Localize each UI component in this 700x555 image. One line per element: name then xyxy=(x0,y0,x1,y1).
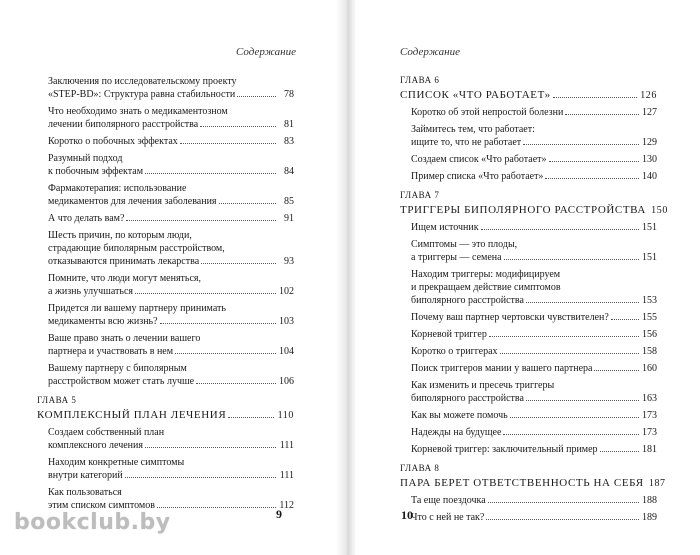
toc-entry xyxy=(48,182,294,208)
toc-page-number: 155 xyxy=(642,312,657,323)
table-of-contents xyxy=(37,75,294,516)
chapter-block xyxy=(37,394,294,422)
toc-entry-text: а жизнь улучшаться xyxy=(48,286,133,297)
dot-leader xyxy=(545,170,639,179)
dot-leader xyxy=(611,311,639,320)
dot-leader xyxy=(553,88,637,98)
toc-entry-text: Вашему партнеру с биполярным xyxy=(48,363,187,374)
chapter-label: ГЛАВА 7 xyxy=(400,190,440,200)
chapter-title: КОМПЛЕКСНЫЙ ПЛАН ЛЕЧЕНИЯ xyxy=(37,409,227,421)
toc-entry xyxy=(411,238,657,264)
chapter-label: ГЛАВА 8 xyxy=(400,463,440,473)
dot-leader xyxy=(200,118,276,127)
toc-entry-text: Ваше право знать о лечении вашего xyxy=(48,333,201,344)
toc-entry-text: Корневой триггер: заключительный пример xyxy=(411,444,598,455)
toc-entry xyxy=(411,328,657,341)
toc-entry-text: «STEP-BD»: Структура равна стабильности xyxy=(48,89,236,100)
toc-entry-text: Создаем собственный план xyxy=(48,427,165,438)
chapter-label: ГЛАВА 6 xyxy=(400,75,440,85)
toc-page-number: 156 xyxy=(642,329,657,340)
toc-page-number: 126 xyxy=(640,90,657,101)
toc-entry-text: Корневой триггер xyxy=(411,329,487,340)
toc-entry xyxy=(48,456,294,482)
right-page xyxy=(355,0,700,555)
dot-leader xyxy=(594,362,639,371)
toc-entry xyxy=(48,362,294,388)
toc-entry-text: Та еще поездочка xyxy=(411,495,486,506)
toc-entry xyxy=(48,212,294,225)
toc-entry-row xyxy=(48,118,294,131)
toc-entry xyxy=(411,409,657,422)
toc-entry-text: Коротко об этой непростой болезни xyxy=(411,107,564,118)
dot-leader xyxy=(145,165,276,174)
dot-leader xyxy=(160,315,276,324)
toc-page-number: 104 xyxy=(279,346,294,357)
toc-entry xyxy=(411,123,657,149)
toc-entry-text: страдающие биполярным расстройством, xyxy=(48,243,225,254)
toc-page-number: 189 xyxy=(642,512,657,523)
toc-page-number: 129 xyxy=(642,137,657,148)
toc-entry-row xyxy=(411,136,657,149)
dot-leader xyxy=(196,375,276,384)
toc-entry xyxy=(411,311,657,324)
dot-leader xyxy=(219,195,276,204)
toc-page-number: 91 xyxy=(284,213,294,224)
toc-entry xyxy=(48,75,294,101)
toc-page-number: 158 xyxy=(642,346,657,357)
dot-leader xyxy=(237,88,276,97)
toc-entry-row xyxy=(48,375,294,388)
toc-entry xyxy=(48,135,294,148)
toc-page-number: 85 xyxy=(284,196,294,207)
toc-entry-text: Находим конкретные симптомы xyxy=(48,457,185,468)
dot-leader xyxy=(600,443,639,452)
toc-page-number: 188 xyxy=(642,495,657,506)
toc-page-number: 160 xyxy=(642,363,657,374)
chapter-title-row xyxy=(37,408,294,422)
toc-page-number: 163 xyxy=(642,393,657,404)
toc-entry xyxy=(48,426,294,452)
toc-entry-text: биполярного расстройства xyxy=(411,295,524,306)
dot-leader xyxy=(510,409,639,418)
toc-entry-row xyxy=(48,255,294,268)
dot-leader xyxy=(565,106,639,115)
dot-leader xyxy=(523,136,639,145)
chapter-block xyxy=(400,74,657,102)
toc-entry xyxy=(411,221,657,234)
chapter-block xyxy=(400,189,668,217)
toc-page-number: 103 xyxy=(279,316,294,327)
toc-entry-text: Находим триггеры: модифицируем xyxy=(411,269,561,280)
toc-entry-text: биполярного расстройства xyxy=(411,393,524,404)
dot-leader xyxy=(504,251,639,260)
toc-page-number: 130 xyxy=(642,154,657,165)
dot-leader xyxy=(488,494,639,503)
toc-entry-text: Фармакотерапия: использование xyxy=(48,183,187,194)
dot-leader xyxy=(526,392,639,401)
toc-entry-text: расстройством может стать лучше xyxy=(48,376,195,387)
toc-entry-row xyxy=(411,426,657,439)
toc-page-number: 102 xyxy=(279,286,294,297)
toc-entry-row xyxy=(411,409,657,422)
toc-entry-text: к побочным эффектам xyxy=(48,166,144,177)
toc-entry xyxy=(411,443,657,456)
toc-entry-row xyxy=(411,511,657,524)
toc-entry-row xyxy=(411,153,657,166)
toc-page-number: 93 xyxy=(284,256,294,267)
toc-entry-text: партнера и участвовать в нем xyxy=(48,346,174,357)
toc-entry-row xyxy=(411,106,657,119)
toc-entry xyxy=(48,332,294,358)
toc-entry-text: Надежды на будущее xyxy=(411,427,502,438)
toc-entry xyxy=(411,345,657,358)
dot-leader xyxy=(526,294,639,303)
toc-entry-row xyxy=(48,165,294,178)
toc-entry-row xyxy=(411,170,657,183)
dot-leader xyxy=(228,408,274,418)
toc-entry-text: комплексного лечения xyxy=(48,440,143,451)
dot-leader xyxy=(201,255,276,264)
dot-leader xyxy=(125,469,276,478)
toc-entry-text: медикаментов для лечения заболевания xyxy=(48,196,217,207)
dot-leader xyxy=(145,439,276,448)
toc-entry-text: и прекращаем действие симптомов xyxy=(411,282,561,293)
toc-entry xyxy=(411,379,657,405)
dot-leader xyxy=(489,328,639,337)
toc-page-number: 173 xyxy=(642,410,657,421)
dot-leader xyxy=(481,221,639,230)
toc-page-number: 106 xyxy=(279,376,294,387)
toc-entry-row xyxy=(48,195,294,208)
chapter-block xyxy=(400,462,666,490)
toc-entry-text: Коротко о побочных эффектах xyxy=(48,136,178,147)
table-of-contents xyxy=(400,68,668,528)
page-header: Содержание xyxy=(235,46,296,58)
toc-page-number: 127 xyxy=(642,107,657,118)
toc-entry-text: Что с ней не так? xyxy=(411,512,485,523)
toc-entry-row xyxy=(48,285,294,298)
toc-entry xyxy=(411,511,657,524)
toc-entry-text: Что необходимо знать о медикаментозном xyxy=(48,106,228,117)
toc-entry-text: Придется ли вашему партнеру принимать xyxy=(48,303,226,314)
toc-entry xyxy=(48,272,294,298)
toc-entry-text: Коротко о триггерах xyxy=(411,346,498,357)
toc-entry-row xyxy=(48,469,294,482)
toc-entry-text: Создаем список «Что работает» xyxy=(411,154,547,165)
toc-entry xyxy=(411,153,657,166)
dot-leader xyxy=(549,153,639,162)
toc-entry-text: Симптомы — это плоды, xyxy=(411,239,518,250)
toc-entry xyxy=(411,362,657,375)
toc-entry-row xyxy=(411,392,657,405)
dot-leader xyxy=(486,511,639,520)
toc-entry-text: Разумный подход xyxy=(48,153,123,164)
toc-entry-text: Ищем источник xyxy=(411,222,479,233)
toc-entry-text: Как вы можете помочь xyxy=(411,410,508,421)
toc-entry-row xyxy=(48,345,294,358)
toc-page-number: 187 xyxy=(648,478,666,489)
toc-page-number: 111 xyxy=(279,440,294,451)
toc-entry-row xyxy=(411,345,657,358)
toc-entry-row xyxy=(411,311,657,324)
toc-page-number: 110 xyxy=(277,410,294,421)
page-number: 10 xyxy=(401,508,413,522)
toc-entry xyxy=(48,152,294,178)
toc-entry-row xyxy=(411,294,657,307)
toc-entry xyxy=(411,268,657,307)
toc-entry-text: отказываются принимать лекарства xyxy=(48,256,200,267)
chapter-title: ТРИГГЕРЫ БИПОЛЯРНОГО РАССТРОЙСТВА xyxy=(400,204,646,216)
dot-leader xyxy=(126,212,276,221)
dot-leader xyxy=(135,285,276,294)
chapter-title: СПИСОК «ЧТО РАБОТАЕТ» xyxy=(400,89,551,101)
toc-entry-text: Поиск триггеров мании у вашего партнера xyxy=(411,363,593,374)
toc-entry-row xyxy=(411,221,657,234)
toc-page-number: 150 xyxy=(651,205,668,216)
toc-entry-text: Пример списка «Что работает» xyxy=(411,171,544,182)
toc-entry xyxy=(411,426,657,439)
toc-page-number: 151 xyxy=(642,222,657,233)
toc-entry-text: Как изменить и пресечь триггеры xyxy=(411,380,555,391)
toc-entry xyxy=(48,105,294,131)
toc-entry xyxy=(411,170,657,183)
toc-page-number: 153 xyxy=(642,295,657,306)
chapter-title-row xyxy=(400,88,657,102)
toc-entry-row xyxy=(48,315,294,328)
watermark-logo: bookclub.by xyxy=(14,510,171,535)
toc-page-number: 84 xyxy=(284,166,294,177)
toc-entry-row xyxy=(48,135,294,148)
chapter-title: ПАРА БЕРЕТ ОТВЕТСТВЕННОСТЬ НА СЕБЯ xyxy=(400,477,644,489)
toc-page-number: 151 xyxy=(642,252,657,263)
toc-entry-row xyxy=(48,439,294,452)
toc-entry-text: Как пользоваться xyxy=(48,487,122,498)
toc-entry-text: этим списком симптомов xyxy=(48,500,155,511)
toc-entry xyxy=(48,302,294,328)
dot-leader xyxy=(180,135,276,144)
toc-entry xyxy=(411,106,657,119)
toc-page-number: 83 xyxy=(284,136,294,147)
toc-entry-text: Почему ваш партнер чертовски чувствителен? xyxy=(411,312,609,323)
toc-entry-text: лечении биполярного расстройства xyxy=(48,119,199,130)
dot-leader xyxy=(500,345,639,354)
toc-entry xyxy=(48,486,294,512)
toc-entry-text: Шесть причин, по которым люди, xyxy=(48,230,192,241)
toc-entry-row xyxy=(411,328,657,341)
toc-entry-row xyxy=(411,362,657,375)
toc-entry xyxy=(411,494,657,507)
toc-entry-text: А что делать вам? xyxy=(48,213,125,224)
toc-page-number: 173 xyxy=(642,427,657,438)
toc-page-number: 111 xyxy=(279,470,294,481)
toc-page-number: 81 xyxy=(284,119,294,130)
dot-leader xyxy=(175,345,276,354)
toc-entry-row xyxy=(411,443,657,456)
toc-entry-row xyxy=(48,88,294,101)
toc-entry-row xyxy=(48,212,294,225)
toc-entry-text: Помните, что люди могут меняться, xyxy=(48,273,202,284)
toc-entry-text: Займитесь тем, что работает: xyxy=(411,124,535,135)
dot-leader xyxy=(503,426,639,435)
toc-entry-text: а триггеры — семена xyxy=(411,252,502,263)
chapter-label: ГЛАВА 5 xyxy=(37,395,77,405)
toc-entry-text: медикаменты всю жизнь? xyxy=(48,316,158,327)
toc-entry-text: Заключения по исследовательскому проекту xyxy=(48,76,237,87)
toc-entry-text: ищите то, что не работает xyxy=(411,137,522,148)
toc-page-number: 112 xyxy=(279,500,294,511)
page-header: Содержание xyxy=(400,46,461,58)
toc-page-number: 181 xyxy=(642,444,657,455)
toc-page-number: 140 xyxy=(642,171,657,182)
toc-entry xyxy=(48,229,294,268)
dot-leader xyxy=(157,499,276,508)
toc-entry-row xyxy=(411,494,657,507)
toc-entry-row xyxy=(411,251,657,264)
page-number: 9 xyxy=(276,507,282,521)
left-page xyxy=(0,0,340,555)
chapter-title-row xyxy=(400,203,668,217)
toc-page-number: 78 xyxy=(284,89,294,100)
chapter-title-row xyxy=(400,476,666,490)
toc-entry-text: внутри категорий xyxy=(48,470,123,481)
